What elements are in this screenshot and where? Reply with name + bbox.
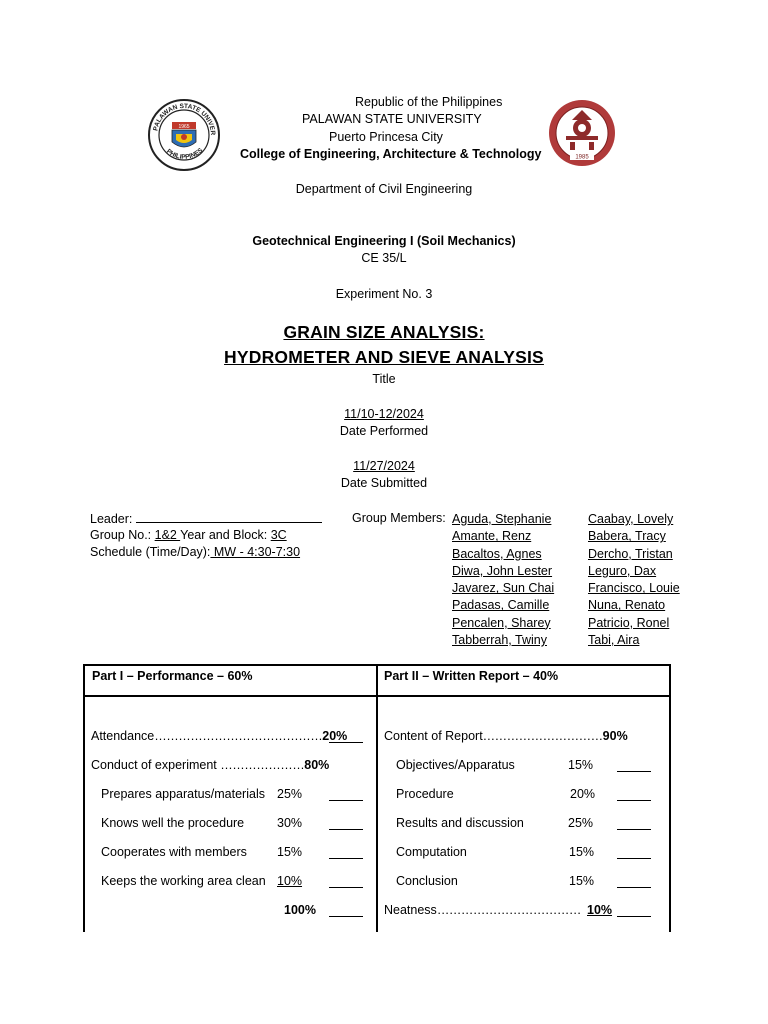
part1-item-score-field[interactable] [329, 818, 363, 830]
university-name: PALAWAN STATE UNIVERSITY [302, 112, 482, 126]
member-name: Tabi, Aira [588, 633, 640, 648]
part1-item-pct: 15% [277, 845, 303, 859]
course-name: Geotechnical Engineering I (Soil Mechanics) [252, 234, 516, 248]
neatness-label: Neatness [384, 903, 437, 917]
part2-heading: Part II – Written Report – 40% [384, 669, 559, 683]
members-label: Group Members: [352, 511, 446, 525]
part2-item-pct: 15% [569, 845, 595, 859]
conduct-row [91, 758, 329, 772]
neatness-score-field[interactable] [617, 905, 651, 917]
content-label: Content of Report [384, 729, 483, 743]
part1-total-pct: 100% [284, 903, 316, 917]
part2-item-score-field[interactable] [617, 876, 651, 888]
college-name: College of Engineering, Architecture & Technology [240, 147, 542, 161]
part1-item-label: Cooperates with members [101, 845, 247, 859]
svg-text:PALAWAN STATE UNIVERSITY: PALAWAN STATE UNIVER [152, 102, 217, 136]
leader-blank [136, 511, 322, 523]
group-value: 1&2 [154, 528, 181, 542]
member-name: Francisco, Louie [588, 581, 680, 596]
member-name: Diwa, John Lester [452, 563, 553, 578]
seal-year: 1985 [575, 154, 589, 161]
member-name: Caabay, Lovely [588, 512, 674, 526]
neatness-pct: 10% [587, 903, 613, 917]
part1-item-score-field[interactable] [329, 789, 363, 801]
report-title-line1: GRAIN SIZE ANALYSIS: [283, 322, 485, 342]
title-caption: Title [372, 372, 396, 386]
part1-item-pct: 30% [277, 816, 303, 830]
neatness-row [384, 903, 581, 917]
experiment-number: Experiment No. 3 [335, 287, 433, 301]
schedule-label: Schedule (Time/Day): [90, 545, 211, 559]
part2-item-pct: 15% [568, 758, 594, 772]
leader-label: Leader: [90, 512, 136, 526]
svg-text:1965: 1965 [178, 124, 190, 130]
part1-item-label: Prepares apparatus/materials [101, 787, 265, 801]
member-name: Amante, Renz [452, 529, 532, 544]
member-name: Tabberrah, Twiny [452, 633, 547, 648]
report-title-line2: HYDROMETER AND SIEVE ANALYSIS [224, 347, 544, 367]
table-left-border [83, 664, 85, 932]
group-line [90, 528, 287, 542]
schedule-line [90, 545, 300, 559]
part1-total-score-field[interactable] [329, 905, 363, 917]
college-seal-right [548, 98, 616, 168]
conduct-pct: 80% [304, 758, 330, 772]
member-name: Leguro, Dax [588, 563, 657, 578]
part2-item-label: Procedure [396, 787, 454, 801]
year-label: Year and Block: [180, 528, 271, 542]
part2-item-pct: 15% [569, 874, 595, 888]
members-column-2 [588, 511, 680, 649]
member-name: Babera, Tracy [588, 529, 666, 544]
table-right-border [669, 664, 671, 932]
course-code: CE 35/L [361, 251, 407, 265]
schedule-value: MW - 4:30-7:30 [210, 545, 301, 559]
part2-item-pct: 25% [568, 816, 594, 830]
attendance-pct: 20% [322, 729, 348, 743]
part2-item-label: Results and discussion [396, 816, 524, 830]
part2-item-label: Computation [396, 845, 467, 859]
member-name: Bacaltos, Agnes [452, 546, 542, 561]
university-seal-left [147, 98, 221, 172]
part2-item-score-field[interactable] [617, 789, 651, 801]
part2-item-score-field[interactable] [617, 847, 651, 859]
part2-item-score-field[interactable] [617, 760, 651, 772]
part2-item-score-field[interactable] [617, 818, 651, 830]
conduct-dots: ………………… [220, 758, 305, 772]
part1-heading: Part I – Performance – 60% [92, 669, 253, 683]
date-performed-value: 11/10-12/2024 [344, 407, 424, 421]
attendance-dots: …………………………………… [154, 729, 323, 743]
members-column-1 [452, 511, 554, 649]
leader-line [90, 511, 322, 526]
part1-item-pct: 25% [277, 787, 303, 801]
year-value: 3C [270, 528, 287, 542]
member-name: Dercho, Tristan [588, 546, 673, 561]
part1-item-score-field[interactable] [329, 876, 363, 888]
member-name: Nuna, Renato [588, 598, 666, 613]
attendance-score-field[interactable] [329, 731, 363, 743]
member-name: Aguda, Stephanie [452, 512, 552, 526]
content-dots: ………………………… [482, 729, 603, 743]
conduct-label: Conduct of experiment [91, 758, 217, 772]
part1-item-label: Keeps the working area clean [101, 874, 266, 888]
date-performed-label: Date Performed [339, 424, 429, 438]
content-pct: 90% [602, 729, 628, 743]
group-label: Group No.: [90, 528, 155, 542]
department-name: Department of Civil Engineering [295, 182, 473, 196]
republic-line: Republic of the Philippines [355, 95, 503, 109]
date-submitted-label: Date Submitted [340, 476, 428, 490]
neatness-dots: ……………………………… [436, 903, 581, 917]
part2-item-label: Conclusion [396, 874, 458, 888]
attendance-row [91, 729, 347, 743]
content-row [384, 729, 628, 743]
member-name: Padasas, Camille [452, 598, 550, 613]
part1-item-pct: 10% [277, 874, 303, 888]
city-name: Puerto Princesa City [329, 130, 443, 144]
member-name: Pencalen, Sharey [452, 615, 551, 630]
part1-item-score-field[interactable] [329, 847, 363, 859]
part1-item-label: Knows well the procedure [101, 816, 245, 830]
member-name: Patricio, Ronel [588, 615, 670, 630]
attendance-label: Attendance [91, 729, 155, 743]
part2-item-label: Objectives/Apparatus [396, 758, 515, 772]
member-name: Javarez, Sun Chai [452, 581, 555, 596]
table-middle-border [376, 664, 378, 932]
svg-text:PHILIPPINES: PHILIPPINES [164, 147, 205, 161]
part2-item-pct: 20% [570, 787, 596, 801]
date-submitted-value: 11/27/2024 [353, 459, 415, 473]
